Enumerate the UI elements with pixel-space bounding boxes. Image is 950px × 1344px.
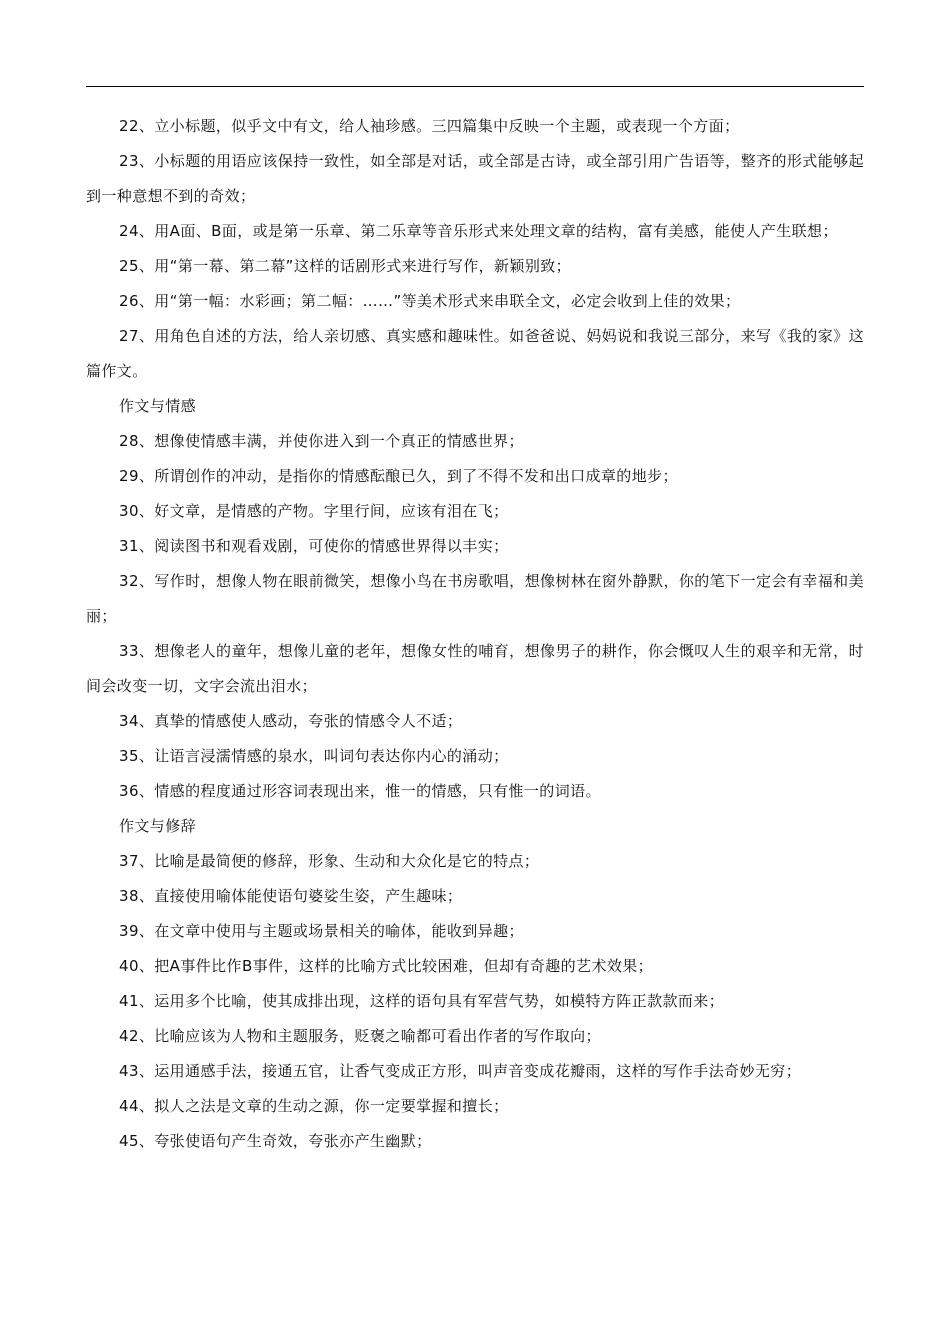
list-item: 45、夸张使语句产生奇效，夸张亦产生幽默； xyxy=(119,1132,432,1150)
list-item: 27、用角色自述的方法，给人亲切感、真实感和趣味性。如爸爸说、妈妈说和我说三部分，来写《我的家》这篇作文。 xyxy=(86,327,864,380)
list-item: 42、比喻应该为人物和主题服务，贬褒之喻都可看出作者的写作取向； xyxy=(119,1027,601,1045)
list-item: 35、让语言浸濡情感的泉水，叫词句表达你内心的涌动； xyxy=(119,747,509,765)
list-item: 44、拟人之法是文章的生动之源，你一定要掌握和擅长； xyxy=(119,1097,509,1115)
header-rule xyxy=(86,86,864,87)
list-item: 23、小标题的用语应该保持一致性，如全部是对话，或全部是古诗，或全部引用广告语等，整齐的形式能够起到一种意想不到的奇效； xyxy=(86,152,864,205)
list-item: 33、想像老人的童年，想像儿童的老年，想像女性的哺育，想像男子的耕作，你会慨叹人生的艰辛和无常，时间会改变一切，文字会流出泪水； xyxy=(86,642,864,695)
list-item: 34、真挚的情感使人感动，夸张的情感令人不适； xyxy=(119,712,463,730)
list-item: 32、写作时，想像人物在眼前微笑，想像小鸟在书房歌唱，想像树林在窗外静默，你的笔下一定会有幸福和美丽； xyxy=(86,572,864,625)
section-heading-emotion: 作文与情感 xyxy=(119,397,197,415)
list-item: 28、想像使情感丰满，并使你进入到一个真正的情感世界； xyxy=(119,432,524,450)
document-body xyxy=(86,109,864,1159)
list-item: 36、情感的程度通过形容词表现出来，惟一的情感，只有惟一的词语。 xyxy=(119,782,601,800)
list-item: 41、运用多个比喻，使其成排出现，这样的语句具有军营气势，如模特方阵正款款而来； xyxy=(119,992,725,1010)
list-item: 38、直接使用喻体能使语句婆娑生姿，产生趣味； xyxy=(119,887,463,905)
list-item: 22、立小标题，似乎文中有文，给人袖珍感。三四篇集中反映一个主题，或表现一个方面； xyxy=(119,117,740,135)
list-item: 26、用“第一幅：水彩画；第二幅：……”等美术形式来串联全文，必定会收到上佳的效果； xyxy=(119,292,741,310)
list-item: 29、所谓创作的冲动，是指你的情感酝酿已久，到了不得不发和出口成章的地步； xyxy=(119,467,678,485)
list-item: 40、把A事件比作B事件，这样的比喻方式比较困难，但却有奇趣的艺术效果； xyxy=(119,957,654,975)
list-item: 25、用“第一幕、第二幕”这样的话剧形式来进行写作，新颖别致； xyxy=(119,257,572,275)
section-heading-rhetoric: 作文与修辞 xyxy=(119,817,197,835)
list-item: 37、比喻是最简便的修辞，形象、生动和大众化是它的特点； xyxy=(119,852,540,870)
list-item: 31、阅读图书和观看戏剧，可使你的情感世界得以丰实； xyxy=(119,537,509,555)
list-item: 24、用A面、B面，或是第一乐章、第二乐章等音乐形式来处理文章的结构，富有美感，能使人产生联想； xyxy=(119,222,838,240)
list-item: 43、运用通感手法，接通五官，让香气变成正方形，叫声音变成花瓣雨，这样的写作手法奇妙无穷； xyxy=(119,1062,802,1080)
list-item: 30、好文章，是情感的产物。字里行间，应该有泪在飞； xyxy=(119,502,509,520)
list-item: 39、在文章中使用与主题或场景相关的喻体，能收到异趣； xyxy=(119,922,524,940)
